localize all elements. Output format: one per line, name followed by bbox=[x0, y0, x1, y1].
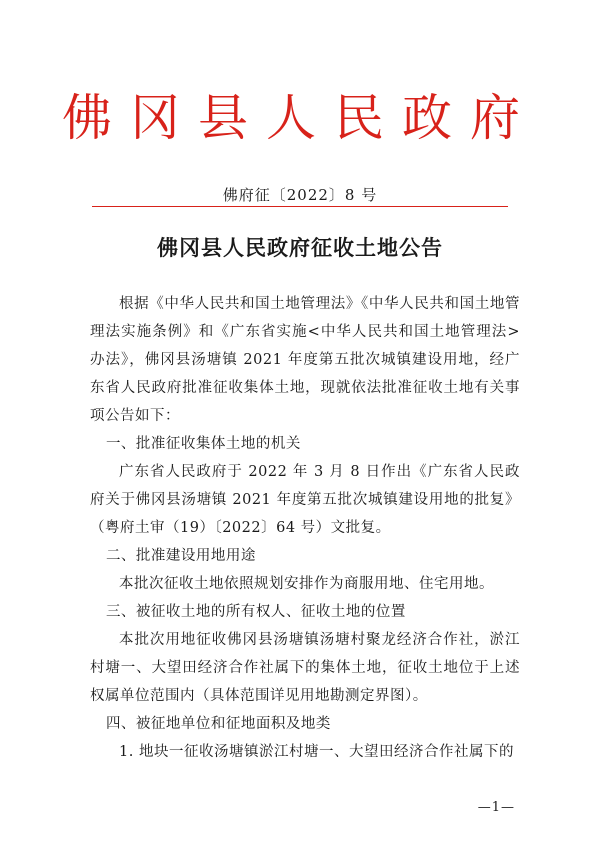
page-number: —1— bbox=[477, 800, 515, 815]
agency-title: 佛冈县人民政府 bbox=[62, 89, 538, 147]
document-number: 佛府征〔2022〕8 号 bbox=[222, 186, 378, 204]
section-heading: 三、被征收土地的所有权人、征收土地的位置 bbox=[105, 604, 406, 620]
section-paragraph: 广东省人民政府于 2022 年 3 月 8 日作出《广东省人民政府关于佛冈县汤塘镇 2021 年度第五批次城镇建设用地的批复》（粤府土审（19）〔2022〕64 号）文批复。 bbox=[90, 464, 520, 536]
intro-paragraph: 根据《中华人民共和国土地管理法》《中华人民共和国土地管理法实施条例》和《广东省实施<中华人民共和国土地管理法>办法》，佛冈县汤塘镇 2021 年度第五批次城镇建设用地，经广东省人民政府批准征收集体土地，现就依法批准征收土地有关事项公告如下： bbox=[90, 296, 520, 424]
section-paragraph: 1. 地块一征收汤塘镇淤江村塘一、大望田经济合作社属下的 bbox=[119, 744, 514, 760]
section-paragraph: 本批次用地征收佛冈县汤塘镇汤塘村聚龙经济合作社，淤江村塘一、大望田经济合作社属下的集体土地，征收土地位于上述权属单位范围内（具体范围详见用地勘测定界图）。 bbox=[90, 632, 520, 704]
notice-body bbox=[90, 290, 520, 766]
notice-title: 佛冈县人民政府征收土地公告 bbox=[157, 236, 443, 260]
section-paragraph: 本批次征收土地依照规划安排作为商服用地、住宅用地。 bbox=[119, 576, 494, 592]
section-heading: 二、批准建设用地用途 bbox=[105, 548, 256, 564]
section-heading: 四、被征地单位和征地面积及地类 bbox=[105, 716, 331, 732]
red-divider-line bbox=[92, 206, 508, 207]
section-heading: 一、批准征收集体土地的机关 bbox=[105, 436, 301, 452]
